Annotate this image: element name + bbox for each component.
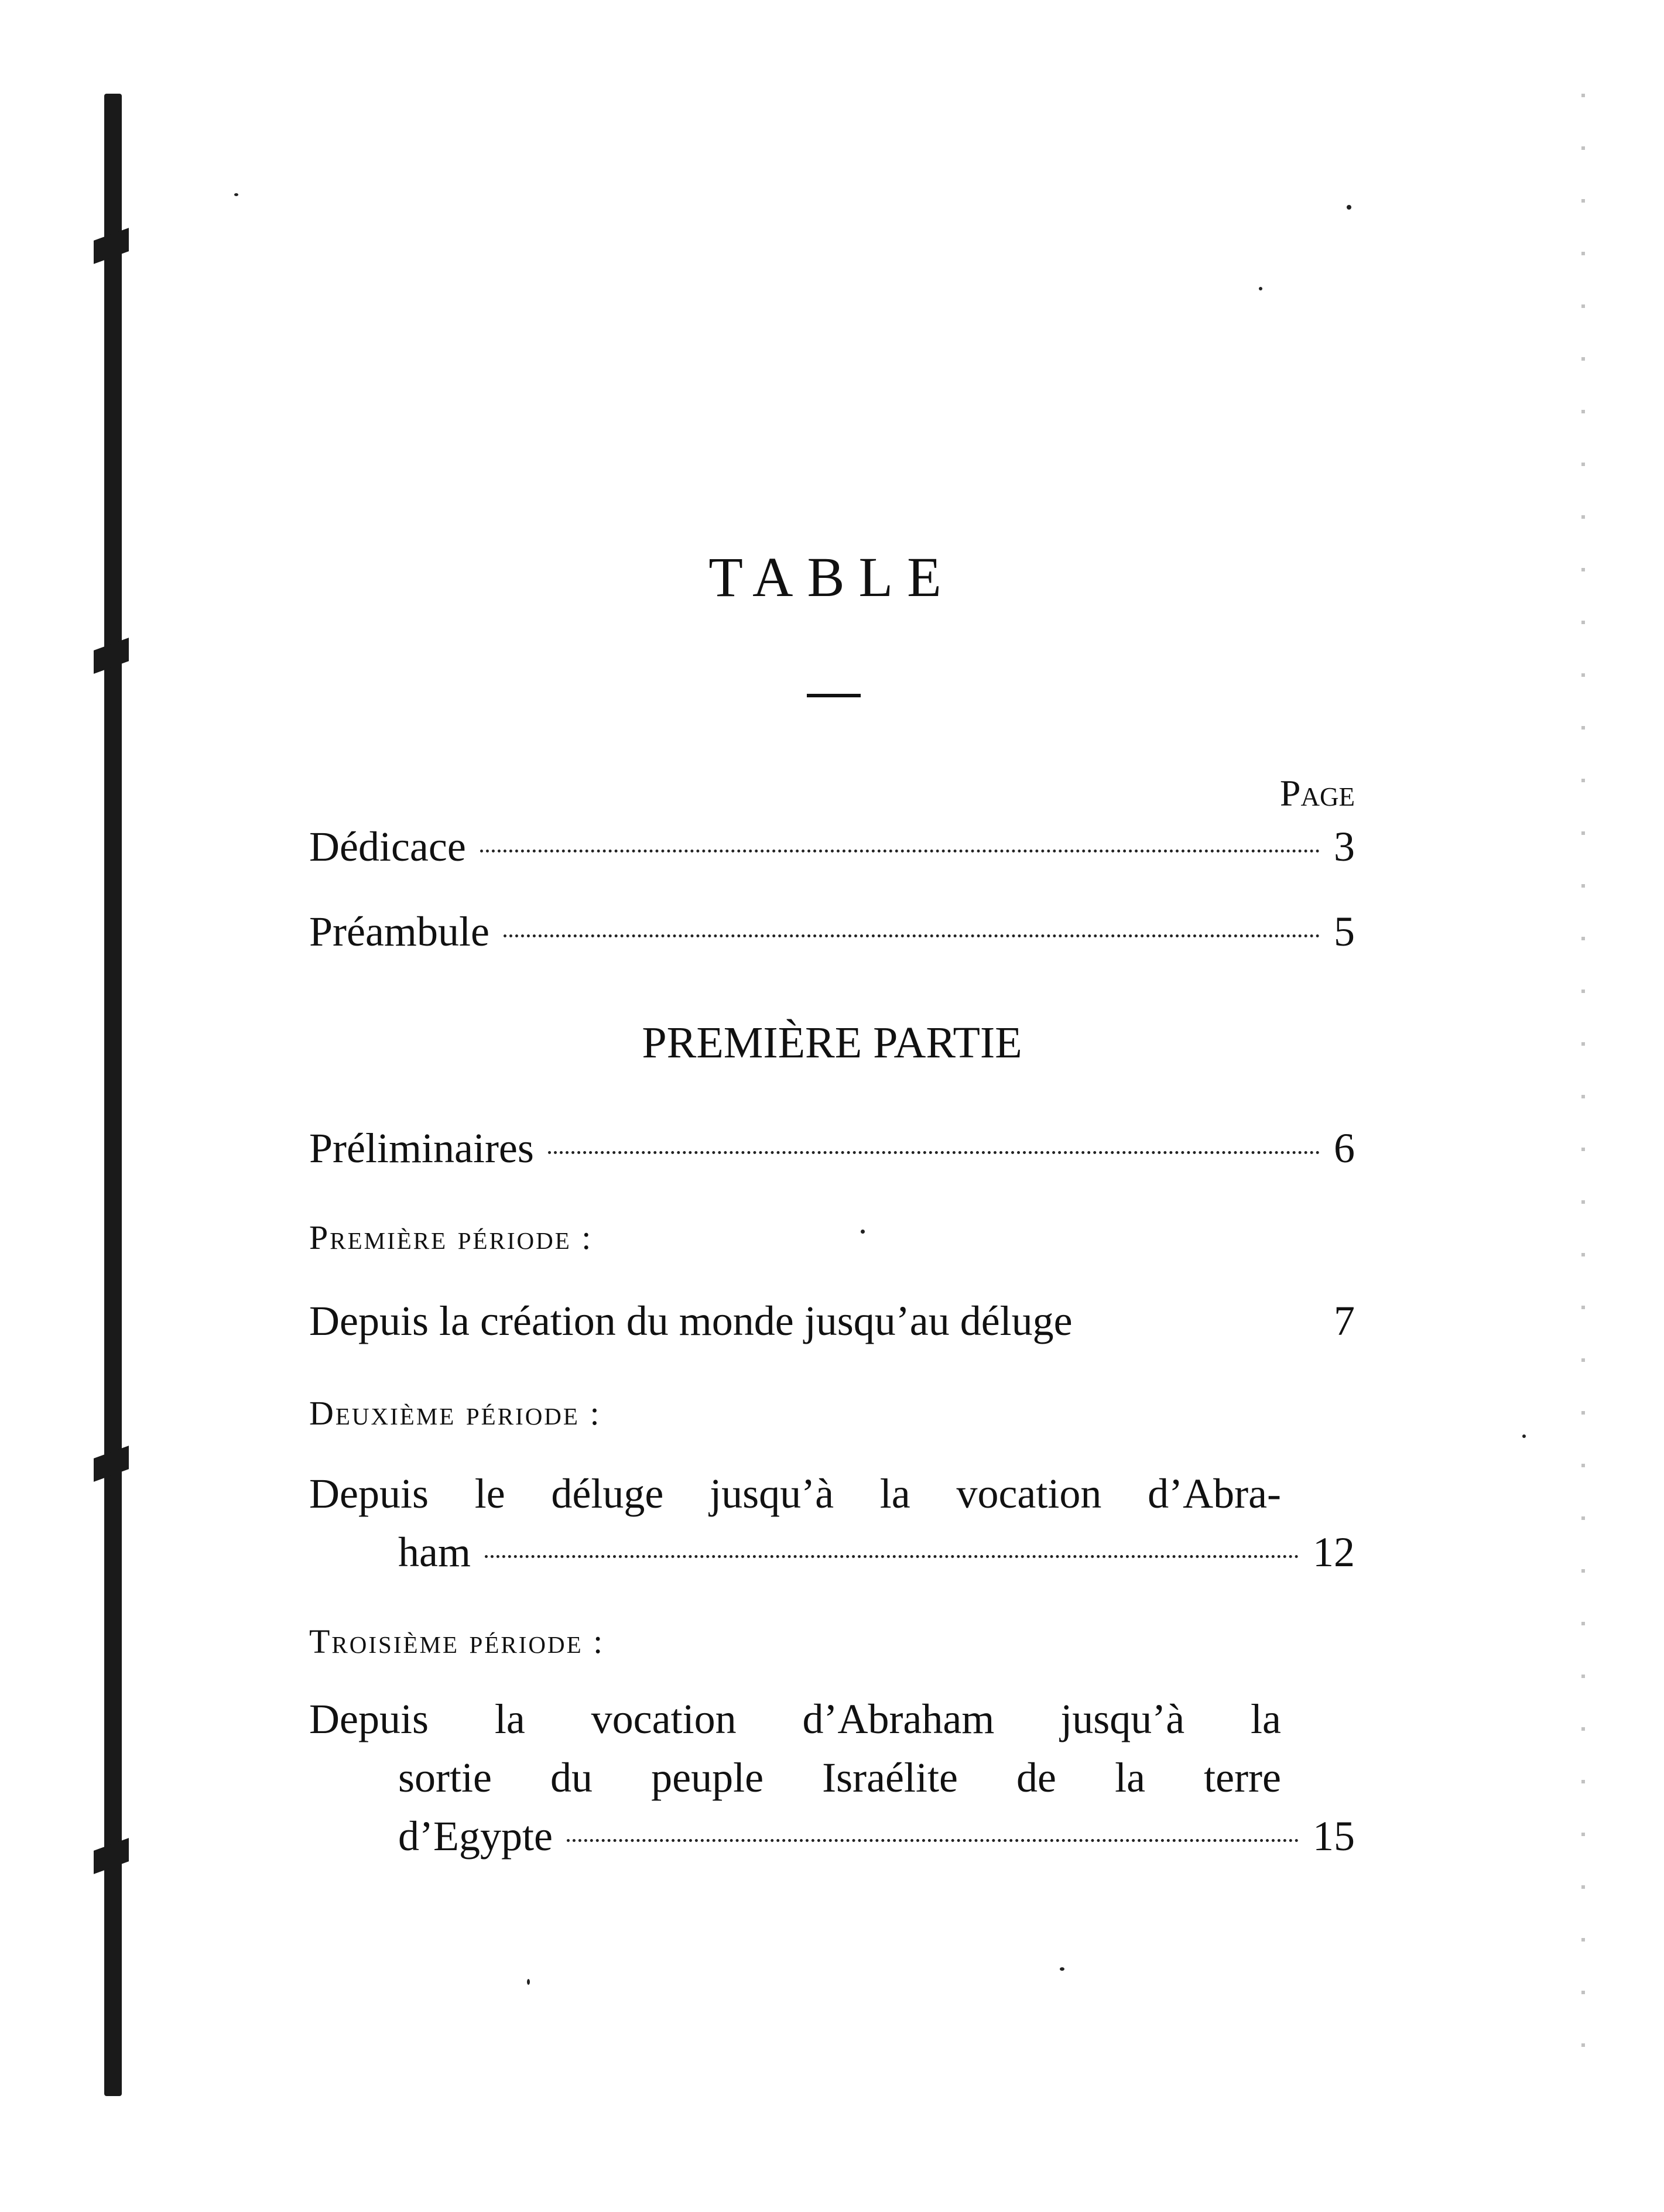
toc-entry-line: sortie du peuple Israélite de la terre bbox=[398, 1754, 1281, 1801]
toc-entry-dedicace bbox=[309, 823, 1355, 871]
toc-entry-label: Dédicace bbox=[309, 823, 466, 870]
toc-entry-period-1 bbox=[309, 1297, 1355, 1345]
dot-leader bbox=[567, 1839, 1299, 1842]
ink-speck bbox=[1060, 1967, 1064, 1971]
ink-speck bbox=[234, 193, 238, 196]
toc-entry-label: Préliminaires bbox=[309, 1125, 534, 1172]
toc-entry-label: ham bbox=[398, 1529, 471, 1576]
toc-entry-page: 7 bbox=[1334, 1297, 1355, 1344]
toc-entry-page: 5 bbox=[1334, 908, 1355, 955]
toc-entry-line: Depuis la vocation d’Abraham jusqu’à la bbox=[309, 1696, 1281, 1742]
page-column-header: Page bbox=[1279, 772, 1355, 814]
toc-entry-page: 3 bbox=[1334, 823, 1355, 870]
dot-leader bbox=[480, 850, 1320, 852]
toc-entry-page: 6 bbox=[1334, 1125, 1355, 1172]
page-title: TABLE bbox=[708, 546, 956, 608]
toc-entry-period-3 bbox=[398, 1812, 1355, 1861]
toc-entry-label: d’Egypte bbox=[398, 1813, 553, 1860]
book-binding-edge bbox=[104, 94, 122, 2096]
toc-entry-label: Depuis la création du monde jusqu’au déluge bbox=[309, 1297, 1073, 1344]
toc-entry-label: Préambule bbox=[309, 908, 489, 955]
dot-leader bbox=[485, 1555, 1299, 1558]
toc-entry-page: 12 bbox=[1313, 1529, 1355, 1576]
period-heading: Première période : bbox=[309, 1218, 593, 1256]
toc-entry-preliminaires bbox=[309, 1124, 1355, 1173]
ink-speck bbox=[527, 1979, 530, 1985]
dot-leader bbox=[504, 934, 1320, 937]
period-heading: Deuxième période : bbox=[309, 1394, 601, 1432]
part-heading: PREMIÈRE PARTIE bbox=[642, 1018, 1022, 1067]
toc-entry-line: Depuis le déluge jusqu’à la vocation d’Abra- bbox=[309, 1470, 1281, 1517]
ink-speck bbox=[1259, 287, 1262, 290]
toc-entry-period-2 bbox=[398, 1528, 1355, 1577]
title-rule bbox=[807, 694, 861, 697]
ink-speck bbox=[1347, 205, 1351, 210]
ink-speck bbox=[861, 1230, 865, 1234]
page-edge-specks bbox=[1581, 94, 1585, 2084]
period-heading: Troisième période : bbox=[309, 1622, 605, 1660]
ink-speck bbox=[1522, 1434, 1526, 1438]
toc-entry-page: 15 bbox=[1313, 1813, 1355, 1860]
toc-entry-preambule bbox=[309, 908, 1355, 956]
dot-leader bbox=[548, 1151, 1320, 1154]
